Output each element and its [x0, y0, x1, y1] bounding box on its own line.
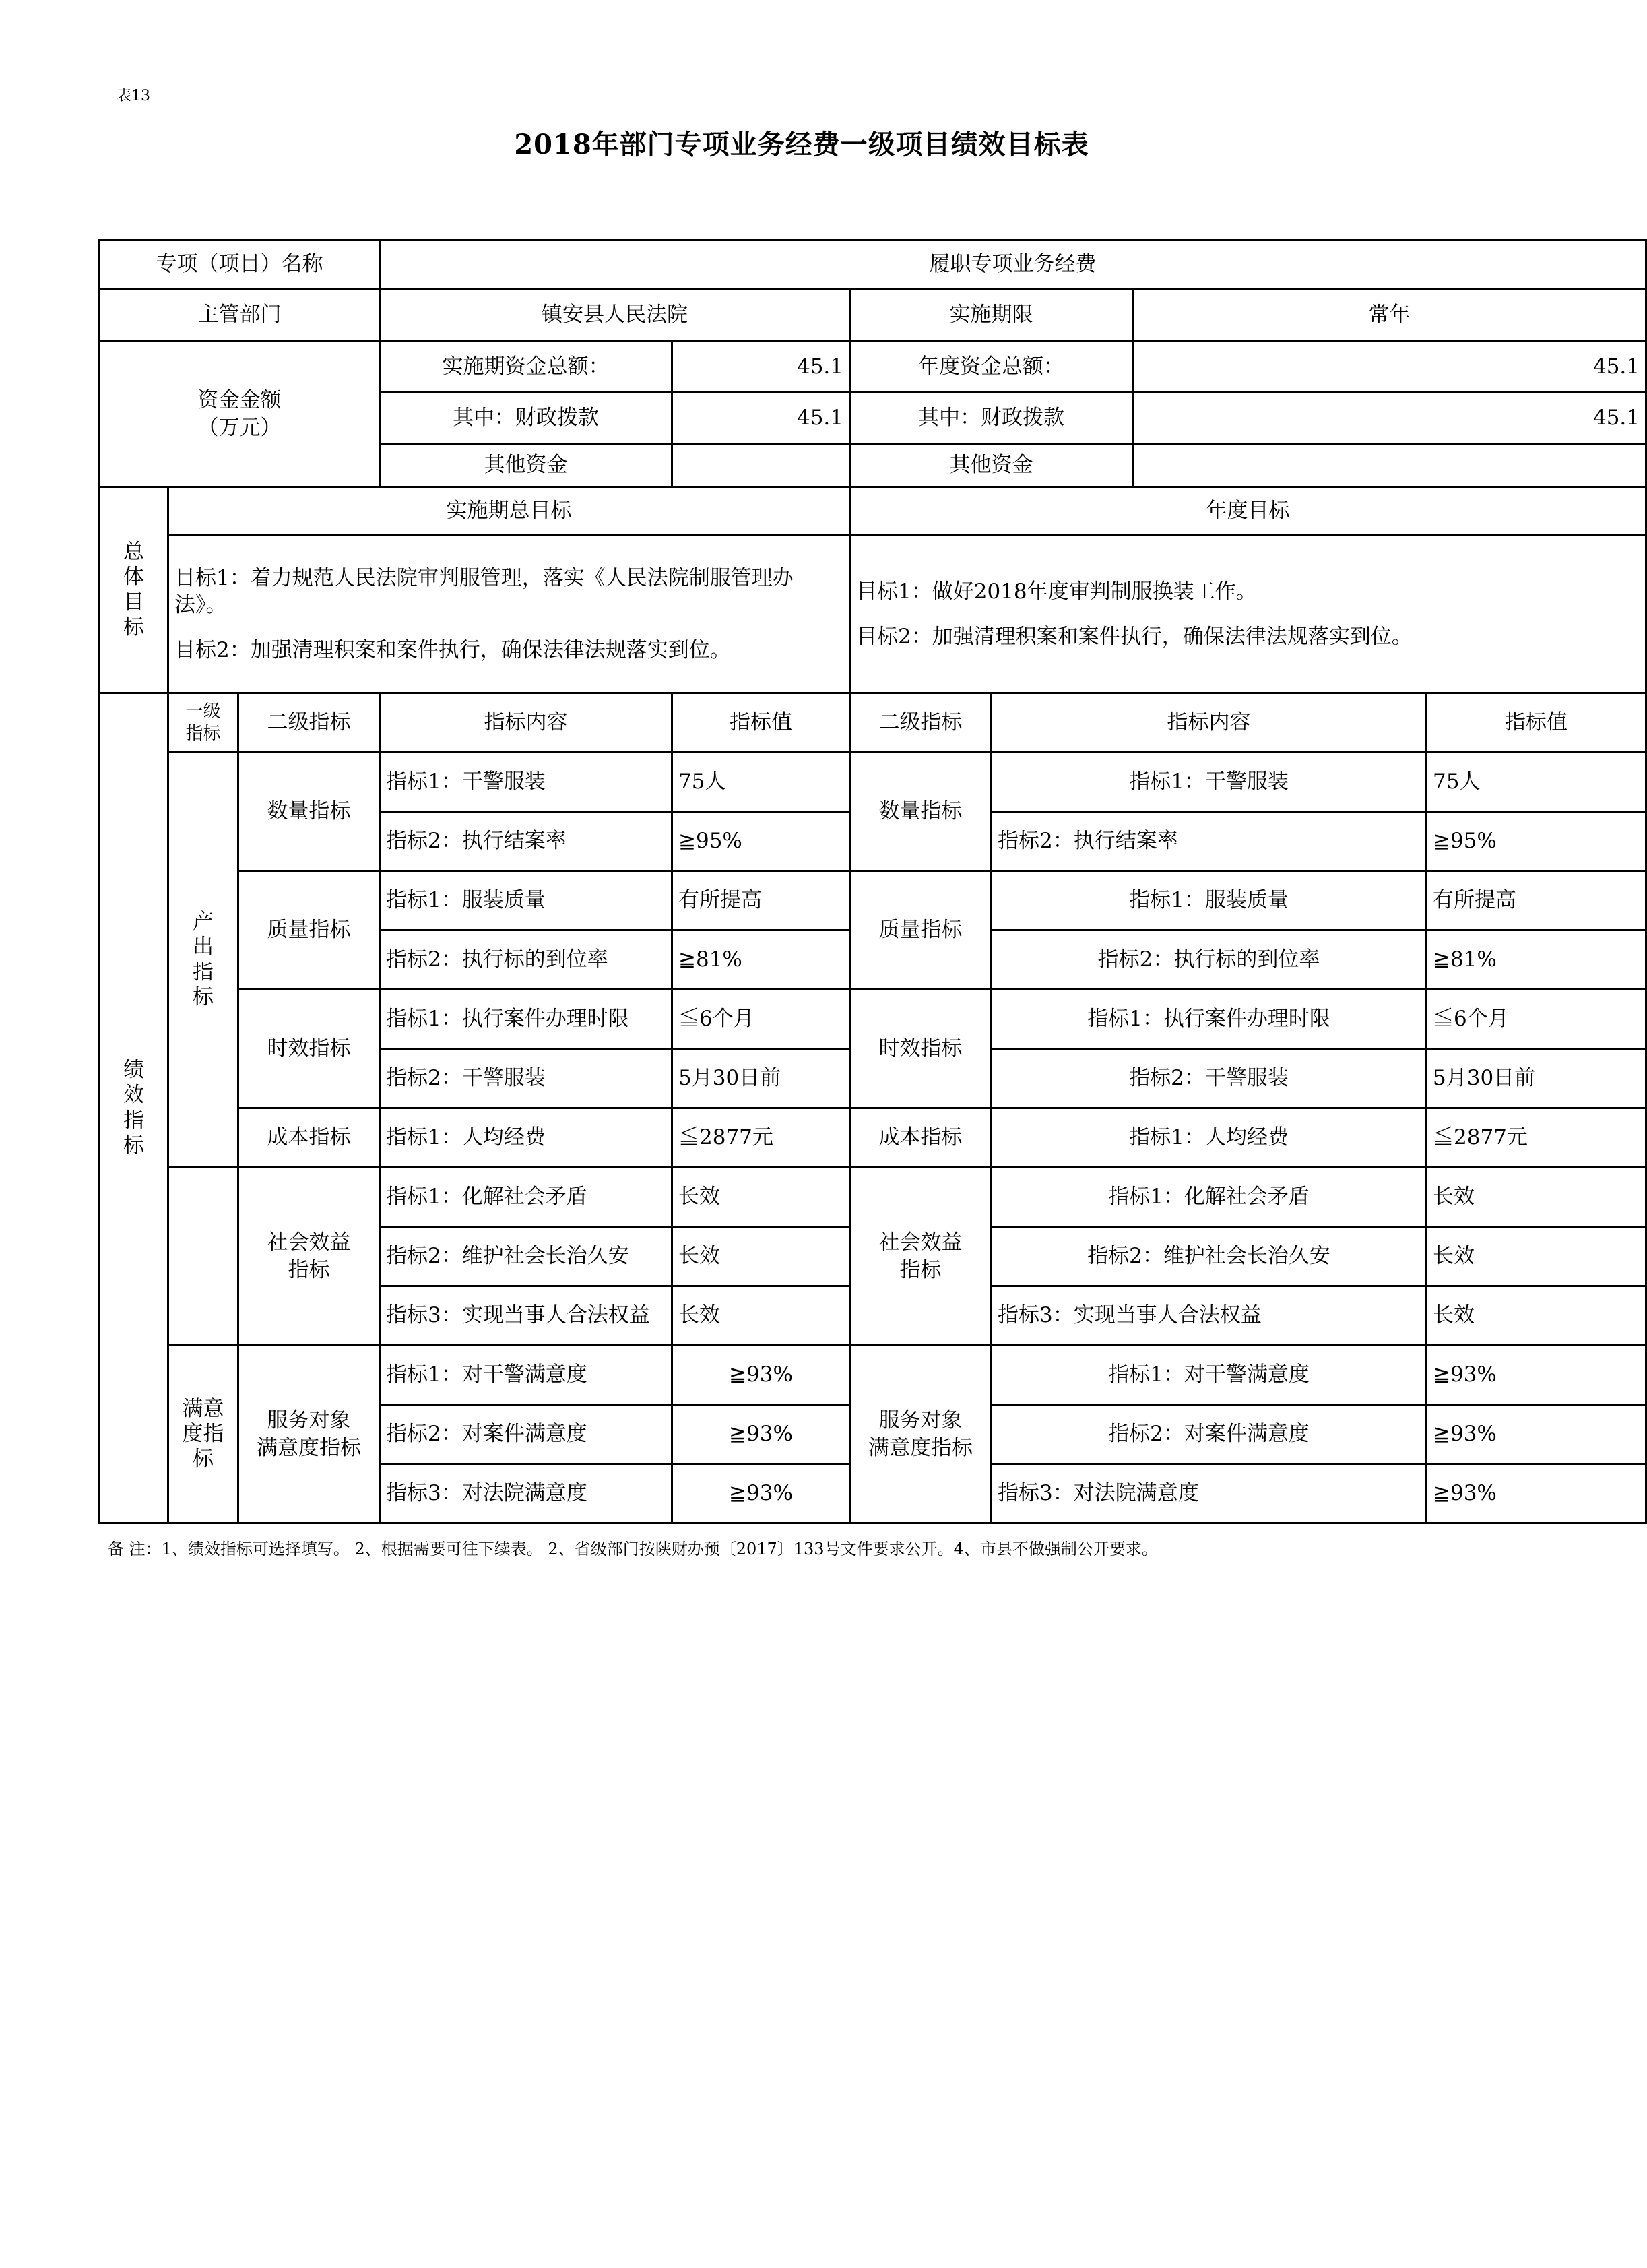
indicator-value: ≧95% — [672, 812, 850, 871]
level2-header: 二级指标 — [238, 693, 380, 753]
annual-indicator-content: 指标3：对法院满意度 — [992, 1464, 1427, 1523]
project-name-label: 专项（项目）名称 — [100, 241, 380, 289]
annual-indicator-content: 指标1：化解社会矛盾 — [992, 1168, 1427, 1227]
department-value: 镇安县人民法院 — [380, 289, 850, 342]
funds-fiscal-label: 其中：财政拨款 — [380, 393, 672, 444]
indicator-content: 指标3：实现当事人合法权益 — [380, 1286, 672, 1346]
funds-annual-fiscal-value: 45.1 — [1133, 393, 1646, 444]
funds-annual-value: 45.1 — [1133, 342, 1646, 393]
funds-other-value — [672, 444, 850, 487]
annual-indicator-value: ≧95% — [1427, 812, 1646, 871]
project-name-row — [100, 241, 1646, 289]
annual-cost-indicator-label: 成本指标 — [850, 1108, 992, 1168]
table-row — [100, 1108, 1646, 1168]
indicator-value: 长效 — [672, 1168, 850, 1227]
indicator-value: ≧93% — [672, 1346, 850, 1405]
annual-indicator-content: 指标1：服装质量 — [992, 871, 1427, 931]
period-goals-header: 实施期总目标 — [168, 487, 850, 536]
annual-indicator-content: 指标2：执行结案率 — [992, 812, 1427, 871]
annual-indicator-content: 指标1：人均经费 — [992, 1108, 1427, 1168]
table-row — [100, 1346, 1646, 1405]
social-benefit-indicator-label — [238, 1168, 380, 1346]
social-label-line2: 指标 — [288, 1257, 330, 1282]
service-label-line1: 服务对象 — [267, 1408, 351, 1433]
funds-total-row — [100, 342, 1646, 393]
indicator-value: ≦6个月 — [672, 990, 850, 1049]
annual-indicator-value: ≧93% — [1427, 1405, 1646, 1464]
indicator-value: ≦2877元 — [672, 1108, 850, 1168]
funds-label-line1: 资金金额 — [197, 388, 282, 413]
annual-level2-header: 二级指标 — [850, 693, 992, 753]
funds-label — [100, 342, 380, 487]
department-row — [100, 289, 1646, 342]
indicator-value: 5月30日前 — [672, 1049, 850, 1108]
content-header: 指标内容 — [380, 693, 672, 753]
indicator-content: 指标2：维护社会长治久安 — [380, 1227, 672, 1286]
funds-total-label: 实施期资金总额： — [380, 342, 672, 393]
annual-indicator-value: 75人 — [1427, 753, 1646, 812]
indicator-content: 指标1：化解社会矛盾 — [380, 1168, 672, 1227]
funds-label-line2: （万元） — [197, 415, 282, 440]
indicator-content: 指标1：执行案件办理时限 — [380, 990, 672, 1049]
performance-indicators-label: 绩效指标 — [100, 693, 168, 1523]
indicator-content: 指标2：干警服装 — [380, 1049, 672, 1108]
satisfaction-indicators-label: 满意度指标 — [168, 1346, 238, 1523]
indicator-content: 指标2：对案件满意度 — [380, 1405, 672, 1464]
annual-goals-header: 年度目标 — [850, 487, 1646, 536]
annual-indicator-content: 指标2：维护社会长治久安 — [992, 1227, 1427, 1286]
table-row — [100, 1168, 1646, 1227]
table-row — [100, 753, 1646, 812]
department-label: 主管部门 — [100, 289, 380, 342]
indicator-value: 有所提高 — [672, 871, 850, 931]
annual-indicator-value: ≦6个月 — [1427, 990, 1646, 1049]
indicator-content: 指标1：服装质量 — [380, 871, 672, 931]
annual-quantity-indicator-label: 数量指标 — [850, 753, 992, 871]
footnote: 备 注：1、绩效指标可选择填写。 2、根据需要可往下续表。 2、省级部门按陕财办预〔2017〕133号文件要求公开。4、市县不做强制公开要求。 — [108, 1540, 1158, 1558]
annual-goal-2: 目标2：加强清理积案和案件执行，确保法律法规落实到位。 — [856, 624, 1413, 649]
effect-indicators-label — [168, 1168, 238, 1346]
funds-fiscal-value: 45.1 — [672, 393, 850, 444]
annual-indicator-content: 指标2：执行标的到位率 — [992, 931, 1427, 990]
value-header: 指标值 — [672, 693, 850, 753]
annual-goal-1: 目标1：做好2018年度审判制服换装工作。 — [856, 579, 1257, 604]
funds-annual-fiscal-label: 其中：财政拨款 — [850, 393, 1133, 444]
period-goals-content — [168, 536, 850, 693]
annual-indicator-value: 5月30日前 — [1427, 1049, 1646, 1108]
annual-indicator-value: ≧93% — [1427, 1464, 1646, 1523]
page-title: 2018年部门专项业务经费一级项目绩效目标表 — [514, 129, 1089, 160]
social-label-line1: 社会效益 — [267, 1230, 351, 1255]
annual-social-label-line2: 指标 — [899, 1257, 942, 1282]
indicator-value: 75人 — [672, 753, 850, 812]
funds-other-label: 其他资金 — [380, 444, 672, 487]
table-number: 表13 — [117, 88, 150, 104]
indicator-value: 长效 — [672, 1286, 850, 1346]
output-indicators-label: 产出指标 — [168, 753, 238, 1168]
annual-indicator-content: 指标1：执行案件办理时限 — [992, 990, 1427, 1049]
indicator-content: 指标2：执行结案率 — [380, 812, 672, 871]
annual-indicator-value: ≧81% — [1427, 931, 1646, 990]
annual-indicator-value: ≦2877元 — [1427, 1108, 1646, 1168]
indicator-content: 指标1：干警服装 — [380, 753, 672, 812]
annual-indicator-value: 长效 — [1427, 1286, 1646, 1346]
annual-social-label-line1: 社会效益 — [878, 1230, 963, 1255]
perf-header-row — [100, 693, 1646, 753]
performance-target-table — [98, 239, 1647, 1524]
annual-service-label-line1: 服务对象 — [878, 1408, 963, 1433]
annual-quality-indicator-label: 质量指标 — [850, 871, 992, 990]
quality-indicator-label: 质量指标 — [238, 871, 380, 990]
level1-header: 一级指标 — [168, 693, 238, 753]
project-name-value: 履职专项业务经费 — [380, 241, 1646, 289]
indicator-value: ≧81% — [672, 931, 850, 990]
annual-indicator-content: 指标2：对案件满意度 — [992, 1405, 1427, 1464]
period-label: 实施期限 — [850, 289, 1133, 342]
service-label-line2: 满意度指标 — [257, 1435, 361, 1460]
funds-annual-label: 年度资金总额： — [850, 342, 1133, 393]
period-goal-1: 目标1：着力规范人民法院审判服管理，落实《人民法院制服管理办法》。 — [174, 566, 794, 618]
indicator-content: 指标1：对干警满意度 — [380, 1346, 672, 1405]
period-goal-2: 目标2：加强清理积案和案件执行，确保法律法规落实到位。 — [174, 637, 731, 662]
table-row — [100, 871, 1646, 931]
indicator-content: 指标1：人均经费 — [380, 1108, 672, 1168]
annual-value-header: 指标值 — [1427, 693, 1646, 753]
goals-content-row — [100, 536, 1646, 693]
timeliness-indicator-label: 时效指标 — [238, 990, 380, 1108]
overall-goals-label: 总体目标 — [100, 487, 168, 693]
annual-indicator-value: 长效 — [1427, 1168, 1646, 1227]
indicator-content: 指标3：对法院满意度 — [380, 1464, 672, 1523]
annual-indicator-value: 有所提高 — [1427, 871, 1646, 931]
quantity-indicator-label: 数量指标 — [238, 753, 380, 871]
funds-annual-other-value — [1133, 444, 1646, 487]
annual-indicator-content: 指标2：干警服装 — [992, 1049, 1427, 1108]
annual-indicator-content: 指标1：对干警满意度 — [992, 1346, 1427, 1405]
annual-indicator-value: ≧93% — [1427, 1346, 1646, 1405]
funds-total-value: 45.1 — [672, 342, 850, 393]
period-value: 常年 — [1133, 289, 1646, 342]
annual-service-label-line2: 满意度指标 — [868, 1435, 973, 1460]
indicator-value: ≧93% — [672, 1464, 850, 1523]
indicator-value: ≧93% — [672, 1405, 850, 1464]
annual-social-benefit-indicator-label — [850, 1168, 992, 1346]
annual-service-satisfaction-indicator-label — [850, 1346, 992, 1523]
cost-indicator-label: 成本指标 — [238, 1108, 380, 1168]
annual-indicator-content: 指标1：干警服装 — [992, 753, 1427, 812]
indicator-value: 长效 — [672, 1227, 850, 1286]
goals-header-row — [100, 487, 1646, 536]
annual-indicator-value: 长效 — [1427, 1227, 1646, 1286]
annual-indicator-content: 指标3：实现当事人合法权益 — [992, 1286, 1427, 1346]
annual-timeliness-indicator-label: 时效指标 — [850, 990, 992, 1108]
annual-goals-content — [850, 536, 1646, 693]
annual-content-header: 指标内容 — [992, 693, 1427, 753]
funds-annual-other-label: 其他资金 — [850, 444, 1133, 487]
table-row — [100, 990, 1646, 1049]
service-satisfaction-indicator-label — [238, 1346, 380, 1523]
indicator-content: 指标2：执行标的到位率 — [380, 931, 672, 990]
